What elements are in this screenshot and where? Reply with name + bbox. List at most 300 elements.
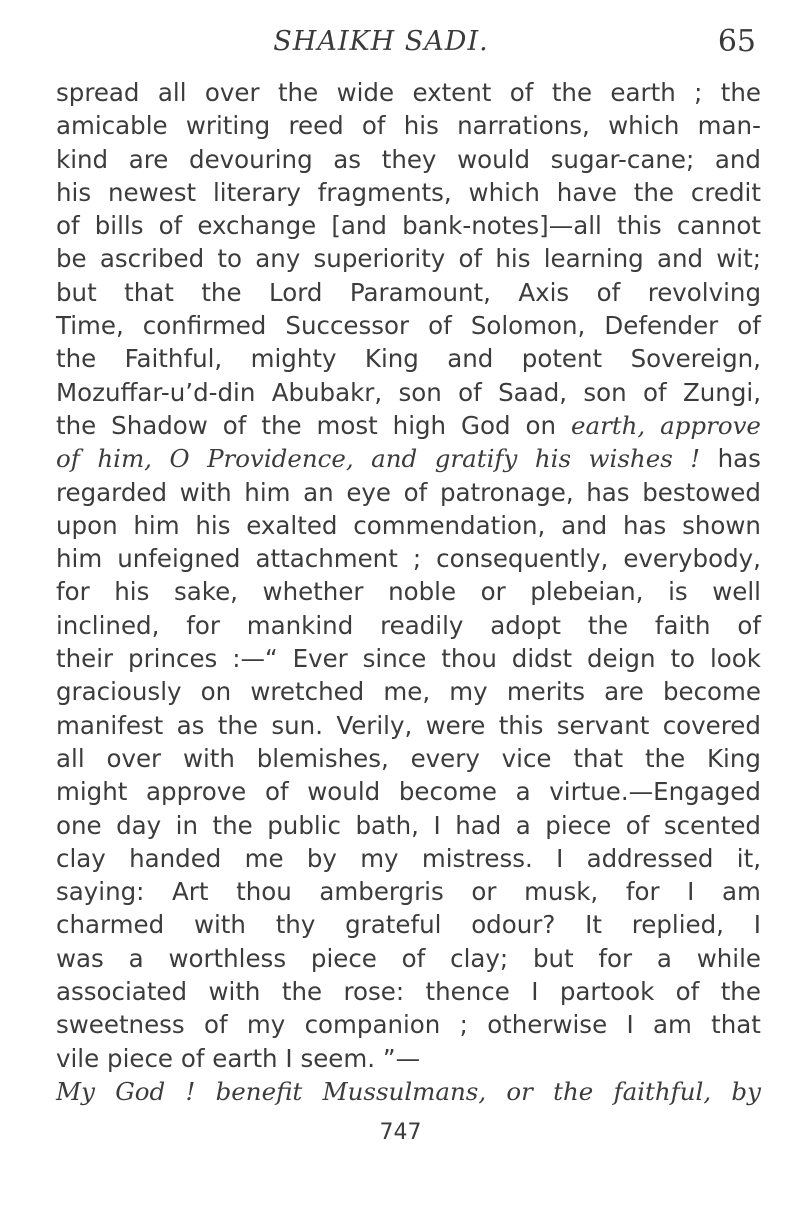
word: might [56, 777, 128, 807]
word: am [722, 877, 761, 907]
word: narrations, [457, 111, 590, 141]
word: wide [336, 78, 395, 107]
text-line [56, 1075, 761, 1108]
word: sweetness [56, 1010, 185, 1040]
word: saying: [56, 877, 145, 907]
word: him [133, 510, 180, 540]
word: the [553, 1076, 594, 1106]
word: I [626, 1010, 634, 1040]
word: a [128, 943, 144, 973]
word: of [56, 211, 80, 241]
word: all [157, 78, 187, 107]
word: Paramount, [349, 277, 491, 307]
word: amicable [56, 111, 168, 141]
word: ! [690, 444, 701, 474]
word: princes [128, 644, 218, 674]
word: plebeian, [530, 577, 644, 607]
word: Lord [268, 277, 323, 307]
word: the [720, 977, 761, 1007]
word: Zungi, [683, 377, 761, 407]
word: the [551, 78, 593, 107]
text-line [56, 242, 761, 275]
word: of [643, 377, 667, 407]
word: the [217, 710, 259, 740]
word: a [515, 777, 531, 807]
word: as [176, 710, 205, 740]
word: the [277, 78, 319, 107]
word: his [403, 111, 439, 141]
word: Faithful, [124, 344, 223, 374]
word: I [531, 977, 539, 1007]
text-line [56, 975, 761, 1008]
word: of [403, 477, 428, 507]
word: the [281, 977, 323, 1007]
word: manifest [56, 710, 164, 740]
text-line [56, 442, 761, 475]
text-line [56, 675, 761, 708]
word: me [244, 843, 284, 873]
word: thy [275, 910, 316, 940]
word: inclined, [56, 610, 160, 640]
word: vice [501, 743, 552, 773]
word: I [556, 843, 564, 873]
word: their [56, 644, 114, 674]
word: I [687, 877, 695, 907]
word: him, [97, 444, 152, 474]
word: thence [425, 977, 510, 1007]
word: him [56, 544, 103, 574]
word: King [706, 743, 761, 773]
word: are [128, 144, 169, 174]
word: credit [690, 177, 761, 207]
word: every [410, 743, 480, 773]
word: vile [56, 1043, 100, 1073]
word: the [720, 78, 761, 107]
word: to [217, 244, 243, 274]
word: worthless [168, 943, 287, 973]
word: odour? [471, 910, 556, 940]
word: Defender [604, 311, 719, 341]
word: spread [56, 78, 140, 107]
text-line [56, 409, 761, 442]
word: didst [511, 644, 573, 674]
word: faith [654, 610, 711, 640]
word: extent [412, 78, 492, 107]
word: of [361, 111, 386, 141]
word: of [158, 211, 183, 241]
word: his [114, 577, 150, 607]
word: clay; [450, 943, 509, 973]
word: readily [380, 610, 464, 640]
word: son [398, 377, 442, 407]
word: of [596, 277, 621, 307]
word: his [534, 444, 572, 474]
word: ”— [382, 1043, 421, 1073]
word: graciously [56, 677, 182, 707]
word: Shadow [111, 410, 208, 440]
word: faithful, [613, 1076, 712, 1106]
word: that [711, 1010, 761, 1040]
word: Ever [292, 644, 348, 674]
word: Mozuffar-u’d-din [56, 377, 256, 407]
word: piece [107, 1043, 173, 1073]
word: companion [304, 1010, 441, 1040]
word: regarded [56, 477, 167, 507]
word: of [737, 610, 761, 640]
text-line [56, 276, 761, 309]
word: literary [212, 177, 301, 207]
word: were [425, 710, 486, 740]
word: Solomon, [470, 311, 586, 341]
word: over [106, 743, 162, 773]
word: or [471, 877, 497, 907]
word: commendation, [353, 510, 546, 540]
word: superiority [313, 244, 446, 274]
word: approve [146, 777, 247, 807]
word: but [56, 277, 97, 307]
word: attachment [255, 544, 398, 574]
word: gratify [434, 444, 518, 474]
word: his [56, 177, 92, 207]
word: would [457, 144, 531, 174]
word: scented [663, 810, 761, 840]
word: God [461, 410, 511, 440]
text-line [56, 842, 761, 875]
word: merits [506, 677, 586, 707]
word: benefit [215, 1076, 303, 1106]
word: ; [694, 78, 703, 107]
word: are [604, 677, 644, 707]
word: which [468, 177, 540, 207]
word: on [525, 410, 557, 440]
word: of [509, 78, 534, 107]
word: replied, [631, 910, 724, 940]
word: Providence, [207, 444, 354, 474]
text-line [56, 476, 761, 509]
word: confirmed [142, 311, 267, 341]
word: revolving [647, 277, 761, 307]
word: ; [412, 544, 422, 574]
word: his [195, 510, 231, 540]
word: Verily, [336, 710, 413, 740]
word: has [622, 510, 667, 540]
text-line [56, 575, 761, 608]
word: earth [212, 1043, 278, 1073]
text-line [56, 742, 761, 775]
text-line [56, 1042, 761, 1075]
word: Time, [56, 311, 124, 341]
word: bestowed [642, 477, 761, 507]
word: Saad, [498, 377, 568, 407]
body-text [56, 76, 761, 1108]
word: exchange [197, 211, 317, 241]
word: newest [107, 177, 197, 207]
signature-mark: 747 [379, 1120, 422, 1145]
word: O [169, 444, 190, 474]
text-line [56, 143, 761, 176]
word: or [480, 577, 506, 607]
word: the [56, 344, 97, 374]
word: is [668, 577, 688, 607]
word: the [261, 410, 302, 440]
word: Successor [285, 311, 410, 341]
word: sugar-cane; [550, 144, 695, 174]
word: thou [236, 877, 292, 907]
word: grateful [345, 910, 442, 940]
word: [and [331, 211, 387, 241]
word: of [264, 777, 289, 807]
word: whether [262, 577, 364, 607]
word: him [244, 477, 291, 507]
word: man- [697, 111, 761, 141]
word: of [56, 444, 80, 474]
word: of [458, 244, 483, 274]
text-line [56, 76, 761, 109]
word: an [303, 477, 334, 507]
word: most [316, 410, 378, 440]
word: was [56, 943, 104, 973]
word: servant [556, 710, 650, 740]
word: with [193, 910, 246, 940]
word: ; [459, 1010, 468, 1040]
word: partook [559, 977, 655, 1007]
text-line [56, 542, 761, 575]
word: eye [346, 477, 392, 507]
word: to [670, 644, 696, 674]
word: any [255, 244, 301, 274]
word: of [401, 943, 426, 973]
word: approve [660, 410, 761, 440]
word: fragments, [317, 177, 452, 207]
word: become [398, 777, 497, 807]
word: It [585, 910, 602, 940]
text-line [56, 376, 761, 409]
word: while [696, 943, 761, 973]
word: Axis [518, 277, 570, 307]
word: reed [288, 111, 344, 141]
word: exalted [246, 510, 338, 540]
word: for [598, 943, 633, 973]
word: and [656, 244, 704, 274]
word: and [714, 144, 761, 174]
word: become [662, 677, 761, 707]
word: Abubakr, [271, 377, 383, 407]
running-title: SHAIKH SADI. [273, 26, 489, 57]
word: Sovereign, [630, 344, 761, 374]
word: me, [383, 677, 431, 707]
word: my [360, 843, 399, 873]
word: son [583, 377, 627, 407]
word: the [212, 810, 253, 840]
word: with [182, 743, 235, 773]
word: piece [310, 943, 377, 973]
word: for [56, 577, 90, 607]
word: everybody, [623, 544, 761, 574]
word: of [180, 1043, 205, 1073]
word: of [675, 977, 700, 1007]
word: upon [56, 510, 118, 540]
word: this [498, 710, 544, 740]
word: of [737, 311, 761, 341]
word: I [433, 810, 441, 840]
word: the [587, 610, 629, 640]
word: ! [185, 1076, 196, 1106]
word: be [56, 244, 87, 274]
word: by [306, 843, 337, 873]
word: mighty [250, 344, 337, 374]
word: has [586, 477, 630, 507]
page-header [56, 18, 756, 68]
word: bath, [355, 810, 419, 840]
word: with [208, 977, 261, 1007]
word: My [56, 1076, 95, 1106]
word: for [186, 610, 220, 640]
word: sake, [173, 577, 238, 607]
word: shown [682, 510, 761, 540]
word: since [362, 644, 427, 674]
word: and [371, 444, 418, 474]
word: of [203, 1010, 228, 1040]
word: as [333, 144, 362, 174]
text-line [56, 509, 761, 542]
word: mankind [246, 610, 354, 640]
word: look [709, 644, 761, 674]
word: and [561, 510, 608, 540]
word: by [731, 1076, 761, 1106]
word: a [656, 943, 672, 973]
word: the [644, 743, 686, 773]
word: writing [185, 111, 271, 141]
word: handed [129, 843, 222, 873]
word: on [200, 677, 232, 707]
word: rose: [343, 977, 405, 1007]
text-line [56, 309, 761, 342]
word: or [506, 1076, 533, 1106]
text-line [56, 709, 761, 742]
text-line [56, 809, 761, 842]
word: of [428, 311, 452, 341]
word: would [307, 777, 381, 807]
word: associated [56, 977, 188, 1007]
text-line [56, 1008, 761, 1041]
word: sun. [271, 710, 323, 740]
text-line [56, 609, 761, 642]
word: cannot [676, 211, 761, 241]
text-line [56, 176, 761, 209]
word: otherwise [487, 1010, 608, 1040]
word: I [753, 910, 761, 940]
word: they [381, 144, 437, 174]
word: one [56, 810, 102, 840]
word: of [222, 410, 247, 440]
word: day [116, 810, 162, 840]
word: potent [521, 344, 603, 374]
word: wretched [250, 677, 365, 707]
word: unfeigned [117, 544, 241, 574]
word: learning [543, 244, 644, 274]
word: God [115, 1076, 166, 1106]
word: virtue.—Engaged [549, 777, 761, 807]
word: bills [94, 211, 144, 241]
word: in [175, 810, 199, 840]
word: am [652, 1010, 692, 1040]
word: deign [587, 644, 656, 674]
word: blemishes, [256, 743, 389, 773]
word: Mussulmans, [322, 1076, 487, 1106]
word: thou [441, 644, 497, 674]
word: addressed [586, 843, 714, 873]
word: wishes [588, 444, 673, 474]
text-line [56, 642, 761, 675]
word: it, [736, 843, 761, 873]
word: my [246, 1010, 286, 1040]
text-line [56, 875, 761, 908]
text-line [56, 342, 761, 375]
word: for [625, 877, 660, 907]
word: Art [172, 877, 209, 907]
text-line [56, 209, 761, 242]
word: noble [388, 577, 457, 607]
word: wit; [716, 244, 761, 274]
word: which [608, 111, 680, 141]
word: and [447, 344, 494, 374]
word: kind [56, 144, 109, 174]
word: his [495, 244, 531, 274]
word: devouring [189, 144, 313, 174]
word: the [633, 177, 675, 207]
word: of [458, 377, 482, 407]
word: ascribed [99, 244, 205, 274]
text-line [56, 109, 761, 142]
word: that [573, 743, 624, 773]
word: this [616, 211, 662, 241]
word: well [712, 577, 761, 607]
word: bank-notes]—all [402, 211, 602, 241]
word: my [449, 677, 488, 707]
word: earth, [570, 410, 646, 440]
word: had [455, 810, 502, 840]
word: high [392, 410, 447, 440]
word: covered [662, 710, 761, 740]
word: of [625, 810, 650, 840]
text-line [56, 908, 761, 941]
word: I [285, 1043, 293, 1073]
word: adopt [490, 610, 561, 640]
word: clay [56, 843, 106, 873]
word: over [204, 78, 260, 107]
word: have [556, 177, 617, 207]
word: mistress. [421, 843, 533, 873]
text-line [56, 942, 761, 975]
word: patronage, [439, 477, 574, 507]
text-line [56, 775, 761, 808]
word: ambergris [319, 877, 444, 907]
word: has [717, 444, 761, 474]
word: King [364, 344, 419, 374]
word: :—“ [232, 644, 278, 674]
word: public [267, 810, 341, 840]
word: but [532, 943, 574, 973]
word: the [56, 410, 97, 440]
word: piece [545, 810, 612, 840]
word: that [124, 277, 174, 307]
word: with [179, 477, 232, 507]
page-number: 65 [717, 24, 756, 59]
word: musk, [524, 877, 599, 907]
word: all [56, 743, 85, 773]
word: consequently, [436, 544, 609, 574]
word: earth [610, 78, 676, 107]
